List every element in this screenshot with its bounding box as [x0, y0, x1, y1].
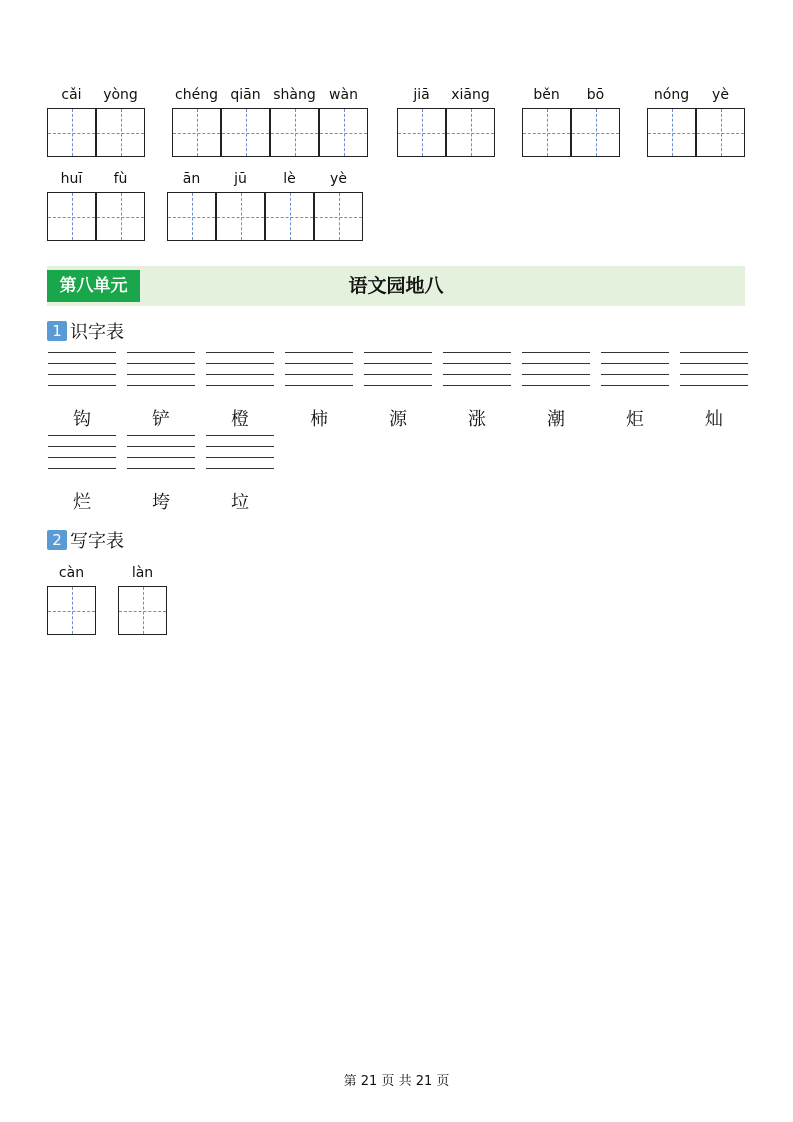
- write-char-group: [118, 564, 167, 635]
- recognize-cell[interactable]: [285, 352, 353, 431]
- pinyin-label: jū: [234, 171, 247, 187]
- tianzige-box[interactable]: [647, 108, 696, 157]
- recognize-char: 炬: [626, 409, 644, 430]
- pinyin-label: yè: [330, 171, 347, 187]
- recognize-cell[interactable]: [680, 352, 748, 431]
- recognize-cell[interactable]: [206, 435, 274, 514]
- recognize-cell[interactable]: [601, 352, 669, 431]
- number-badge: 2: [47, 530, 67, 550]
- recognize-heading: [47, 318, 124, 344]
- tianzige-box[interactable]: [270, 108, 319, 157]
- recognize-char: 柿: [310, 409, 328, 430]
- word-group: [647, 86, 745, 157]
- tianzige-box[interactable]: [696, 108, 745, 157]
- tianzige-box[interactable]: [265, 192, 314, 241]
- recognize-char: 铲: [152, 409, 170, 430]
- tianzige-box[interactable]: [221, 108, 270, 157]
- recognize-cell[interactable]: [127, 435, 195, 514]
- pinyin-label: xiāng: [451, 87, 490, 103]
- recognize-heading-text: 识字表: [70, 322, 124, 343]
- pinyin-label: càn: [58, 565, 85, 581]
- recognize-cell[interactable]: [364, 352, 432, 431]
- word-group: [47, 170, 145, 241]
- recognize-cell[interactable]: [48, 352, 116, 431]
- pinyin-label: jiā: [413, 87, 430, 103]
- pinyin-label: bō: [586, 87, 605, 103]
- section-header: [47, 266, 745, 306]
- tianzige-box[interactable]: [446, 108, 495, 157]
- section-title: 语文园地八: [348, 275, 444, 297]
- word-group: [397, 86, 495, 157]
- word-group: [47, 86, 145, 157]
- number-badge: 1: [47, 321, 67, 341]
- tianzige-box[interactable]: [118, 586, 167, 635]
- write-char-group: [47, 564, 96, 635]
- pinyin-label: fù: [113, 171, 128, 187]
- recognize-char: 涨: [468, 409, 486, 430]
- tianzige-box[interactable]: [522, 108, 571, 157]
- recognize-char: 垮: [152, 492, 170, 513]
- tianzige-box[interactable]: [47, 108, 96, 157]
- pinyin-label: nóng: [653, 87, 690, 103]
- page-footer: 第 21 页 共 21 页: [343, 1074, 450, 1089]
- recognize-cell[interactable]: [206, 352, 274, 431]
- writing-heading: [47, 527, 124, 553]
- tianzige-box[interactable]: [167, 192, 216, 241]
- pinyin-label: cǎi: [61, 87, 82, 103]
- recognize-char: 源: [389, 409, 407, 430]
- recognize-char: 钩: [73, 409, 91, 430]
- pinyin-label: chéng: [175, 87, 218, 103]
- word-group: [172, 86, 368, 157]
- pinyin-label: yòng: [103, 87, 138, 103]
- tianzige-box[interactable]: [314, 192, 363, 241]
- tianzige-box[interactable]: [96, 108, 145, 157]
- pinyin-label: huī: [60, 171, 83, 187]
- tianzige-box[interactable]: [47, 586, 96, 635]
- recognize-char: 潮: [547, 409, 565, 430]
- pinyin-label: wàn: [329, 87, 358, 103]
- tianzige-box[interactable]: [47, 192, 96, 241]
- recognize-cell[interactable]: [443, 352, 511, 431]
- writing-heading-text: 写字表: [70, 531, 124, 552]
- tianzige-box[interactable]: [216, 192, 265, 241]
- recognize-char: 烂: [73, 492, 91, 513]
- recognize-cell[interactable]: [522, 352, 590, 431]
- recognize-cell[interactable]: [127, 352, 195, 431]
- pinyin-label: lè: [283, 171, 296, 187]
- recognize-char: 橙: [231, 409, 249, 430]
- pinyin-label: yè: [712, 87, 729, 103]
- tianzige-box[interactable]: [96, 192, 145, 241]
- recognize-cell[interactable]: [48, 435, 116, 514]
- tianzige-box[interactable]: [397, 108, 446, 157]
- pinyin-label: běn: [533, 87, 560, 103]
- tianzige-box[interactable]: [172, 108, 221, 157]
- pinyin-label: ān: [182, 171, 201, 187]
- word-group: [167, 170, 363, 241]
- tianzige-box[interactable]: [319, 108, 368, 157]
- unit-tag: 第八单元: [47, 270, 140, 302]
- recognize-char: 灿: [705, 409, 723, 430]
- pinyin-label: làn: [131, 565, 154, 581]
- word-group: [522, 86, 620, 157]
- tianzige-box[interactable]: [571, 108, 620, 157]
- recognize-char: 垃: [231, 492, 249, 513]
- pinyin-label: qiān: [230, 87, 261, 103]
- pinyin-label: shàng: [273, 87, 316, 103]
